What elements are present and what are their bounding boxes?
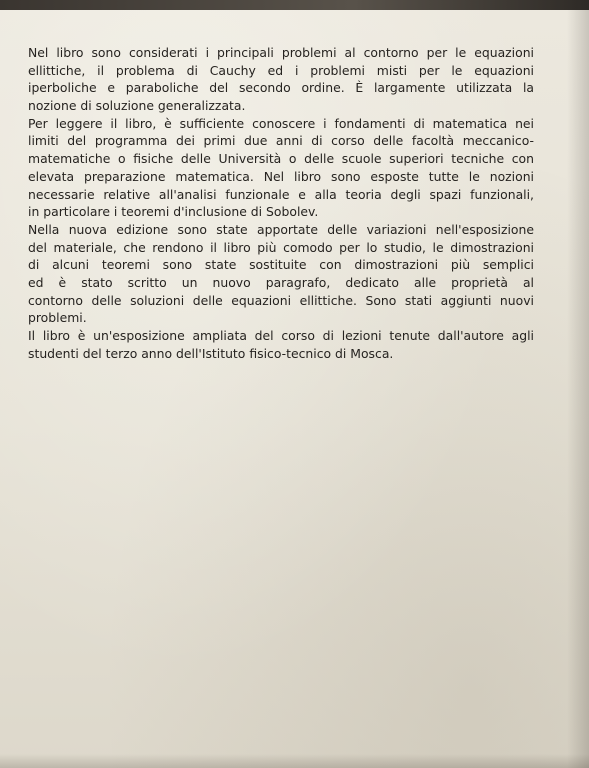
text-line: in particolare i teoremi d'inclusione di Sobolev. <box>28 204 319 220</box>
text-line: elevata preparazione matematica. Nel libro sono esposte tutte le nozioni <box>28 168 534 184</box>
text-line: Per leggere il libro, è sufficiente conoscere i fondamenti di matematica nei <box>28 115 534 131</box>
text-line: del materiale, che rendono il libro più comodo per lo studio, le dimostrazioni <box>28 239 534 255</box>
paragraph-1 <box>28 44 534 115</box>
paragraph-2 <box>28 115 534 221</box>
text-line: studenti del terzo anno dell'Istituto fisico-tecnico di Mosca. <box>28 345 394 361</box>
description-text <box>28 44 534 362</box>
page-edge-shadow <box>567 0 589 768</box>
page-bottom-shadow <box>0 754 589 768</box>
cover-top-edge <box>0 0 589 10</box>
text-line: limiti del programma dei primi due anni di corso delle facoltà meccanico- <box>28 133 534 149</box>
text-line: ed è stato scritto un nuovo paragrafo, dedicato alle proprietà al <box>28 274 534 290</box>
text-line: iperboliche e paraboliche del secondo ordine. È largamente utilizzata la <box>28 80 534 96</box>
text-line: Il libro è un'esposizione ampliata del corso di lezioni tenute dall'autore agli <box>28 328 534 343</box>
text-line: problemi. <box>28 310 87 326</box>
text-line: di alcuni teoremi sono state sostituite con dimostrazioni più semplici <box>28 257 534 273</box>
text-line: contorno delle soluzioni delle equazioni ellittiche. Sono stati aggiunti nuovi <box>28 292 534 308</box>
text-line: Nel libro sono considerati i principali problemi al contorno per le equazioni <box>28 45 534 60</box>
text-line: nozione di soluzione generalizzata. <box>28 98 246 114</box>
text-line: necessarie relative all'analisi funzionale e alla teoria degli spazi funzionali, <box>28 186 534 202</box>
text-line: ellittiche, il problema di Cauchy ed i problemi misti per le equazioni <box>28 62 534 78</box>
text-line: matematiche o fisiche delle Università o delle scuole superiori tecniche con <box>28 151 534 167</box>
paragraph-4 <box>28 327 534 362</box>
paragraph-3 <box>28 221 534 327</box>
text-line: Nella nuova edizione sono state apportate delle variazioni nell'esposizione <box>28 221 534 237</box>
